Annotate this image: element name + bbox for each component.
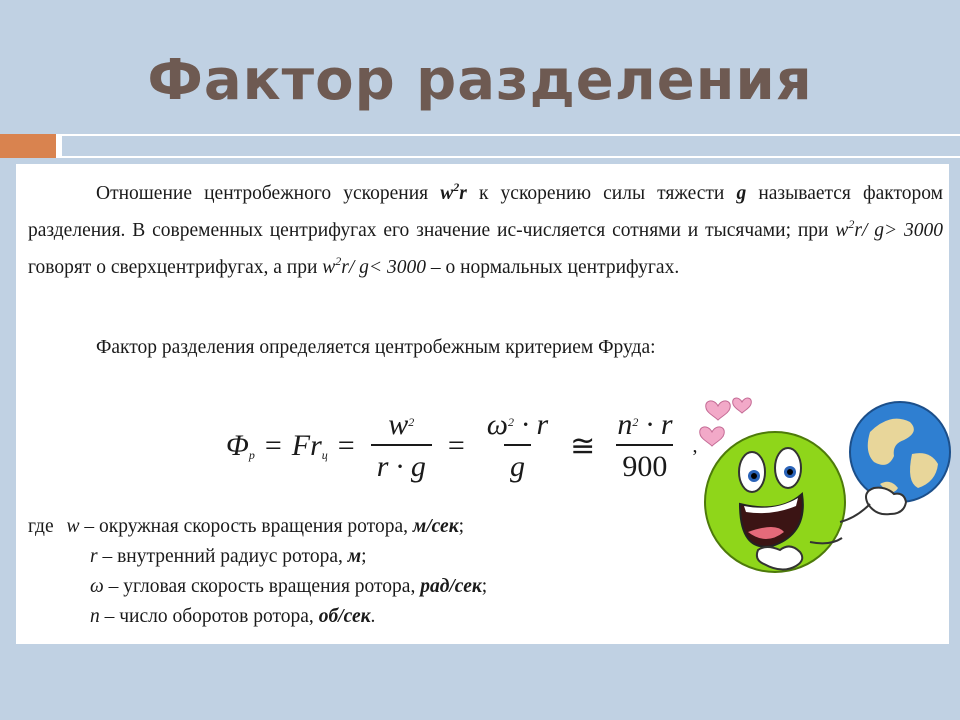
fraction-n2r-900: $\frac{n^2 \cdot r}{900}$ — [617, 408, 673, 483]
equals-sign: = — [447, 429, 465, 462]
formula-fr: $Fr_ц$ — [291, 429, 328, 462]
smiley-holding-globe-icon — [690, 392, 960, 592]
accent-bar — [0, 134, 56, 158]
legend-row-r: r – внутренний радиус ротора, м; — [90, 546, 367, 567]
text-span: называется фактором разделения. В современных центрифугах его значение ис-числяется сотнями и тысячами; при — [28, 183, 943, 241]
text-span: говорят о сверхцентрифугах, а при — [28, 257, 323, 278]
fraction-omega2r-g: $\frac{\omega^2 \cdot r}{g}$ — [486, 408, 549, 483]
fraction-w2-rg: $\frac{w^2}{r \cdot g}$ — [371, 408, 432, 484]
legend-row-w: где w – окружная скорость вращения ротора, м/сек; — [28, 516, 464, 537]
text-span: к ускорению силы тяжести — [466, 183, 737, 204]
paragraph-froude — [28, 332, 943, 363]
equals-sign: = — [264, 429, 282, 462]
var-g: g — [736, 183, 747, 204]
expr-greater: $w^2r/$ g> 3000 — [835, 217, 943, 241]
var-w: $w^2r$ — [440, 180, 467, 204]
paragraph-definition — [28, 172, 943, 283]
legend-row-n: n – число оборотов ротора, об/сек. — [90, 606, 376, 627]
equals-sign: = — [337, 429, 355, 462]
formula-lhs: $\Phi_р$ — [226, 429, 255, 462]
legend-row-omega: ω – угловая скорость вращения ротора, рад/сек; — [90, 576, 488, 597]
text-span: – о нормальных центрифугах. — [425, 257, 680, 278]
expr-less: $w^2r/$ g< 3000 — [322, 254, 426, 278]
symbol-legend — [28, 512, 487, 632]
text-span: Фактор разделения определяется центробежным критерием Фруда: — [96, 337, 656, 358]
formula-comma: , — [692, 434, 698, 457]
froude-formula — [226, 396, 698, 496]
globe-icon — [850, 402, 950, 502]
text-span: Отношение центробежного ускорения — [96, 183, 441, 204]
title-underline-bar — [62, 134, 960, 158]
slide-title: Фактор разделения — [147, 48, 813, 113]
approx-sign: ≅ — [570, 429, 596, 463]
